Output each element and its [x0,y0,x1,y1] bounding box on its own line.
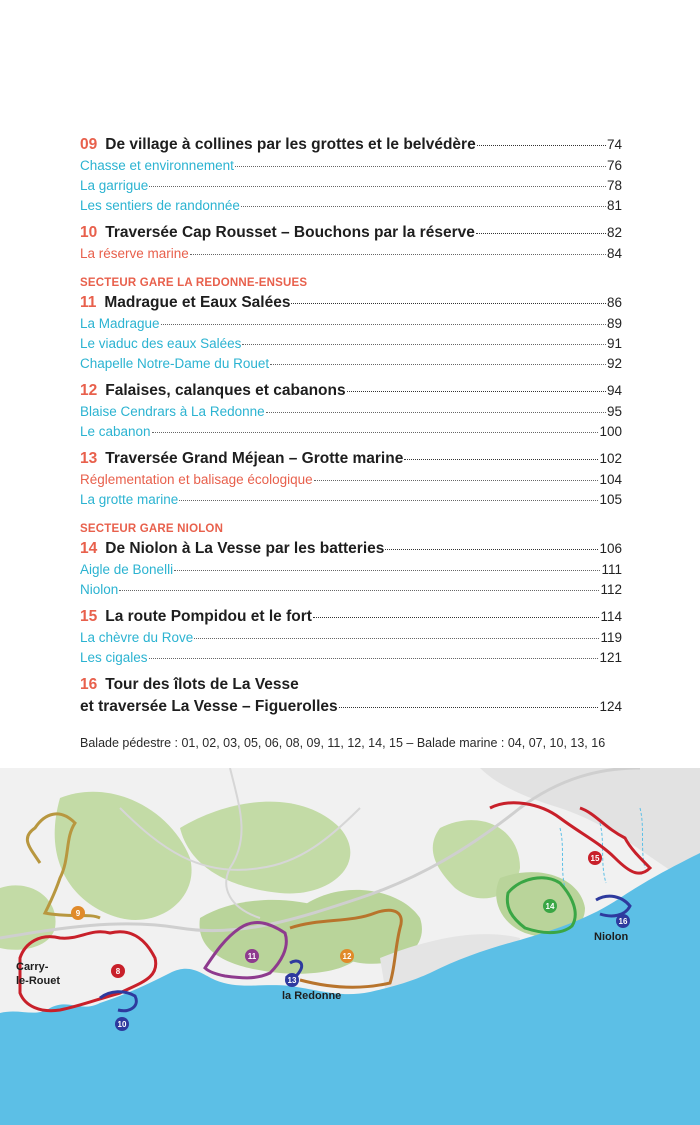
leader-dots [241,206,606,207]
toc-subentry[interactable] [80,648,622,668]
marker-label: 12 [342,952,352,961]
leader-dots [476,233,606,234]
toc-subentry-page: 76 [606,158,622,173]
toc-subentry-page: 89 [606,316,622,331]
toc-entry-number: 10 [80,224,98,241]
toc-entry-13[interactable] [80,448,622,470]
toc-entry-title-line1: Tour des îlots de La Vesse [105,676,299,693]
toc-subentry[interactable] [80,196,622,216]
toc-subentry-page: 119 [600,630,622,645]
toc-subentry-title: Le cabanon [80,424,151,439]
toc-entry-page: 74 [606,137,622,152]
leader-dots [194,638,599,639]
toc-subentry-page: 81 [606,198,622,213]
toc-subentry-title: La réserve marine [80,246,189,261]
toc-entry-page: 94 [606,383,622,398]
toc-subentry-title: Les sentiers de randonnée [80,198,240,213]
toc-entry-09[interactable] [80,134,622,156]
place-niolon: Niolon [594,931,629,943]
toc-entry-number: 09 [80,136,98,153]
toc-subentry[interactable] [80,470,622,490]
marker-label: 11 [247,952,257,961]
leader-dots [161,324,606,325]
toc-subentry-title: Chasse et environnement [80,158,234,173]
toc-subentry-page: 111 [601,562,622,577]
toc-entry-number: 16 [80,676,98,693]
route-marker-14 [543,899,557,913]
marker-label: 8 [115,967,121,976]
leader-dots [477,145,606,146]
leader-dots [149,658,599,659]
leader-dots [313,617,600,618]
toc-entry-title: De Niolon à La Vesse par les batteries [105,540,385,557]
toc-subentry-title: Aigle de Bonelli [80,562,174,577]
toc-subentry-title: Réglementation et balisage écologique [80,472,313,487]
toc-subentry-page: 91 [606,336,622,351]
toc-entry-number: 12 [80,382,98,399]
leader-dots [174,570,600,571]
leader-dots [235,166,606,167]
route-marker-9 [71,906,85,920]
toc-subentry[interactable] [80,580,622,600]
leader-dots [347,391,606,392]
leader-dots [339,707,599,708]
toc-subentry-page: 100 [599,424,622,439]
place-carry-line2: le-Rouet [16,975,60,987]
route-marker-15 [588,851,602,865]
toc-entry-14[interactable] [80,538,622,560]
toc-entry-page: 102 [599,451,622,466]
toc-entry-11[interactable] [80,292,622,314]
toc-entry-title: Traversée Cap Rousset – Bouchons par la réserve [105,224,475,241]
toc-subentry[interactable] [80,402,622,422]
toc-subentry[interactable] [80,156,622,176]
toc-entry-title: Madrague et Eaux Salées [104,294,291,311]
toc-subentry[interactable] [80,490,622,510]
toc-subentry-title: Les cigales [80,650,148,665]
toc-subentry[interactable] [80,422,622,442]
marker-label: 9 [75,909,81,918]
toc-subentry[interactable] [80,628,622,648]
toc-entry-page: 86 [606,295,622,310]
toc-subentry-title: La chèvre du Rove [80,630,194,645]
toc-entry-title: De village à collines par les grottes et le belvédère [105,136,476,153]
toc-subentry[interactable] [80,314,622,334]
toc-entry-16[interactable] [80,674,622,718]
toc-subentry-page: 95 [606,404,622,419]
toc-entry-page: 124 [599,699,622,714]
toc-subentry-title: La garrigue [80,178,149,193]
route-marker-16 [616,914,630,928]
toc-subentry-title: Niolon [80,582,119,597]
leader-dots [291,303,605,304]
leader-dots [242,344,606,345]
leader-dots [270,364,606,365]
toc-entry-number: 14 [80,540,98,557]
toc-subentry-page: 112 [600,582,622,597]
marker-label: 16 [618,917,628,926]
sector-heading: SECTEUR GARE LA REDONNE-ENSUES [80,277,308,289]
toc-subentry[interactable] [80,176,622,196]
toc-subentry-title: Le viaduc des eaux Salées [80,336,242,351]
leader-dots [152,432,599,433]
toc-entry-number: 11 [80,294,97,311]
route-marker-10 [115,1017,129,1031]
toc-entry-title: La route Pompidou et le fort [105,608,312,625]
route-marker-11 [245,949,259,963]
toc-subentry-page: 92 [606,356,622,371]
toc-entry-title: Traversée Grand Méjean – Grotte marine [105,450,404,467]
toc-entry-number: 13 [80,450,98,467]
marker-label: 15 [590,854,600,863]
route-marker-13 [285,973,299,987]
toc-entry-12[interactable] [80,380,622,402]
toc-subentry-title: La Madrague [80,316,160,331]
leader-dots [266,412,606,413]
toc-subentry-title: La grotte marine [80,492,179,507]
toc-entry-number: 15 [80,608,98,625]
leader-dots [190,254,606,255]
toc-subentry-title: Chapelle Notre-Dame du Rouet [80,356,270,371]
toc-subentry-page: 105 [599,492,622,507]
marker-label: 13 [287,976,297,985]
toc-subentry-page: 104 [599,472,622,487]
marker-label: 10 [117,1020,127,1029]
walk-type-legend: Balade pédestre : 01, 02, 03, 05, 06, 08, 09, 11, 12, 14, 15 – Balade marine : 04, 07, 10, 13, 16 [80,736,606,750]
place-la-redonne: la Redonne [282,990,342,1002]
place-carry-line1: Carry- [16,961,49,973]
toc-subentry[interactable] [80,244,622,264]
toc-subentry-page: 121 [599,650,622,665]
leader-dots [149,186,606,187]
toc-subentry-page: 78 [606,178,622,193]
leader-dots [404,459,598,460]
leader-dots [385,549,598,550]
table-of-contents [80,134,622,718]
toc-entry-title-line2: et traversée La Vesse – Figuerolles [80,698,338,715]
toc-entry-15[interactable] [80,606,622,628]
toc-entry-page: 106 [599,541,622,556]
route-marker-8 [111,964,125,978]
toc-entry-page: 82 [606,225,622,240]
toc-entry-page: 114 [600,609,622,624]
toc-subentry-title: Blaise Cendrars à La Redonne [80,404,265,419]
route-marker-12 [340,949,354,963]
marker-label: 14 [545,902,555,911]
toc-entry-title: Falaises, calanques et cabanons [105,382,346,399]
toc-subentry[interactable] [80,560,622,580]
toc-subentry-page: 84 [606,246,622,261]
route-map [0,768,700,1125]
toc-subentry[interactable] [80,334,622,354]
toc-subentry[interactable] [80,354,622,374]
toc-entry-10[interactable] [80,222,622,244]
leader-dots [179,500,598,501]
leader-dots [314,480,599,481]
leader-dots [119,590,599,591]
sector-heading: SECTEUR GARE NIOLON [80,523,224,535]
